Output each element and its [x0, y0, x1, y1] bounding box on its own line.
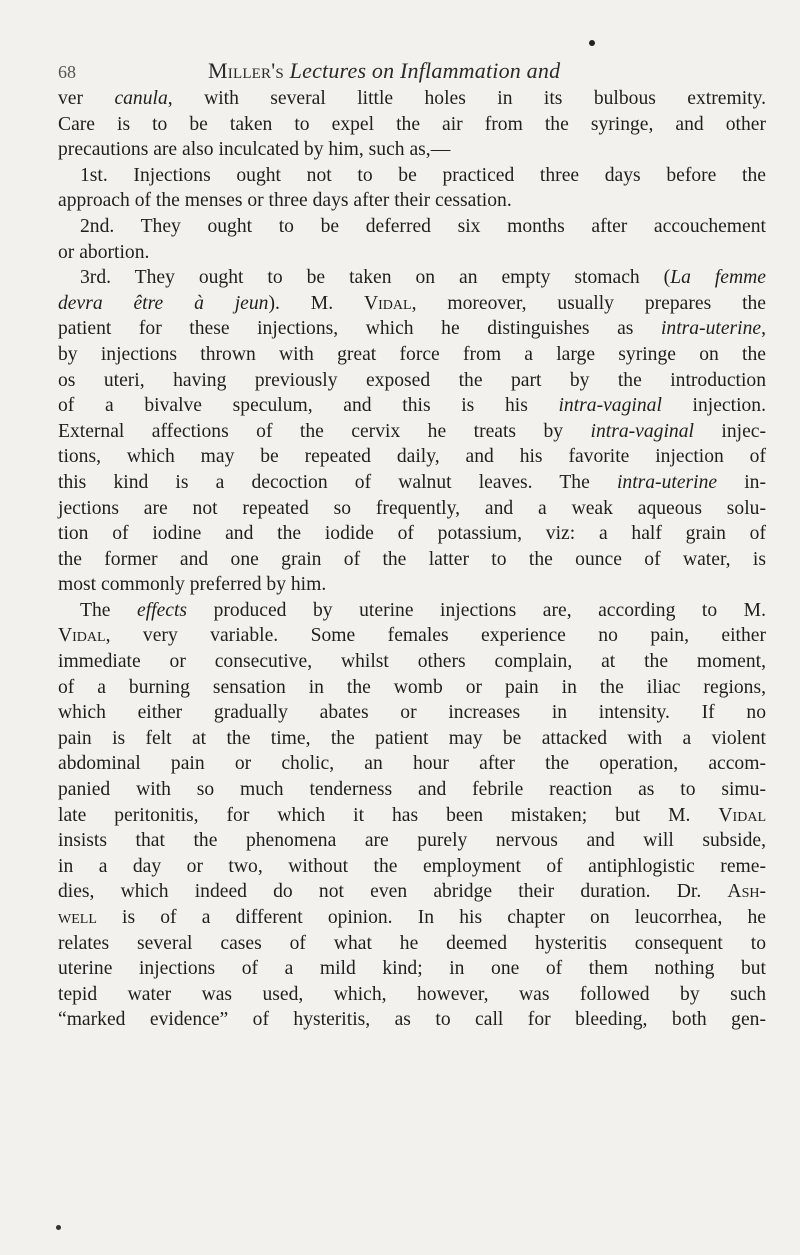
- running-title-author: Miller's: [208, 58, 284, 83]
- text-line: devra être à jeun). M. Vidal, moreover, usually prepares the: [58, 292, 767, 314]
- text-line: the former and one grain of the latter to the ounce of water, is: [58, 548, 766, 570]
- text-line: 3rd. They ought to be taken on an empty stomach (La femme: [80, 267, 766, 289]
- text-line: by injections thrown with great force from a large syringe on the: [58, 343, 766, 365]
- text-line: this kind is a decoction of walnut leaves. The intra-uterine in-: [58, 471, 766, 493]
- text-line: panied with so much tenderness and febrile reaction as to simu-: [58, 779, 766, 801]
- page-header: [58, 58, 758, 84]
- text-line: patient for these injections, which he distinguishes as intra-uterine,: [58, 318, 766, 340]
- running-title: [208, 58, 560, 84]
- text-line: relates several cases of what he deemed hysteritis consequent to: [58, 932, 766, 954]
- text-line: dies, which indeed do not even abridge their duration. Dr. Ash-: [58, 881, 766, 903]
- text-line: most commonly preferred by him.: [58, 574, 327, 596]
- text-line: Care is to be taken to expel the air from the syringe, and other: [58, 113, 766, 135]
- text-line: late peritonitis, for which it has been mistaken; but M. Vidal: [58, 804, 766, 826]
- text-line: immediate or consecutive, whilst others complain, at the moment,: [58, 651, 766, 673]
- text-line: insists that the phenomena are purely nervous and will subside,: [58, 830, 766, 852]
- text-line: well is of a different opinion. In his chapter on leucorrhea, he: [58, 907, 766, 928]
- text-line: of a burning sensation in the womb or pain in the iliac regions,: [58, 676, 766, 698]
- text-line: “marked evidence” of hysteritis, as to call for bleeding, both gen-: [58, 1009, 766, 1031]
- text-line: tepid water was used, which, however, was followed by such: [58, 983, 766, 1005]
- text-line: External affections of the cervix he treats by intra-vaginal injec-: [58, 420, 766, 442]
- text-line: of a bivalve speculum, and this is his intra-vaginal injection.: [58, 395, 767, 417]
- text-line: tions, which may be repeated daily, and his favorite injection of: [58, 446, 766, 468]
- text-line: in a day or two, without the employment of antiphlogistic reme-: [58, 855, 766, 877]
- running-title-rest: Lectures on Inflammation and: [289, 58, 561, 83]
- text-line: or abortion.: [58, 241, 150, 263]
- text-line: uterine injections of a mild kind; in one of them nothing but: [58, 958, 766, 980]
- page-number: 68: [58, 62, 76, 82]
- text-line: os uteri, having previously exposed the part by the introduction: [58, 369, 766, 391]
- text-line: The effects produced by uterine injections are, according to M.: [80, 599, 766, 621]
- text-line: abdominal pain or cholic, an hour after the operation, accom-: [58, 753, 766, 775]
- ink-speck: [56, 1225, 61, 1230]
- text-line: pain is felt at the time, the patient may be attacked with a violent: [58, 727, 766, 749]
- body-text: [58, 86, 766, 1033]
- text-line: precautions are also inculcated by him, such as,—: [58, 139, 451, 161]
- text-line: jections are not repeated so frequently, and a weak aqueous solu-: [58, 497, 766, 519]
- text-line: which either gradually abates or increases in intensity. If no: [58, 702, 766, 724]
- text-line: 2nd. They ought to be deferred six months after accouchement: [80, 215, 766, 237]
- text-line: 1st. Injections ought not to be practiced three days before the: [80, 164, 766, 186]
- text-line: Vidal, very variable. Some females experience no pain, either: [58, 625, 766, 647]
- text-line: tion of iodine and the iodide of potassium, viz: a half grain of: [58, 523, 766, 545]
- text-line: approach of the menses or three days after their cessation.: [58, 190, 512, 212]
- ink-speck: [589, 40, 595, 46]
- text-line: ver canula, with several little holes in its bulbous extremity.: [58, 88, 766, 109]
